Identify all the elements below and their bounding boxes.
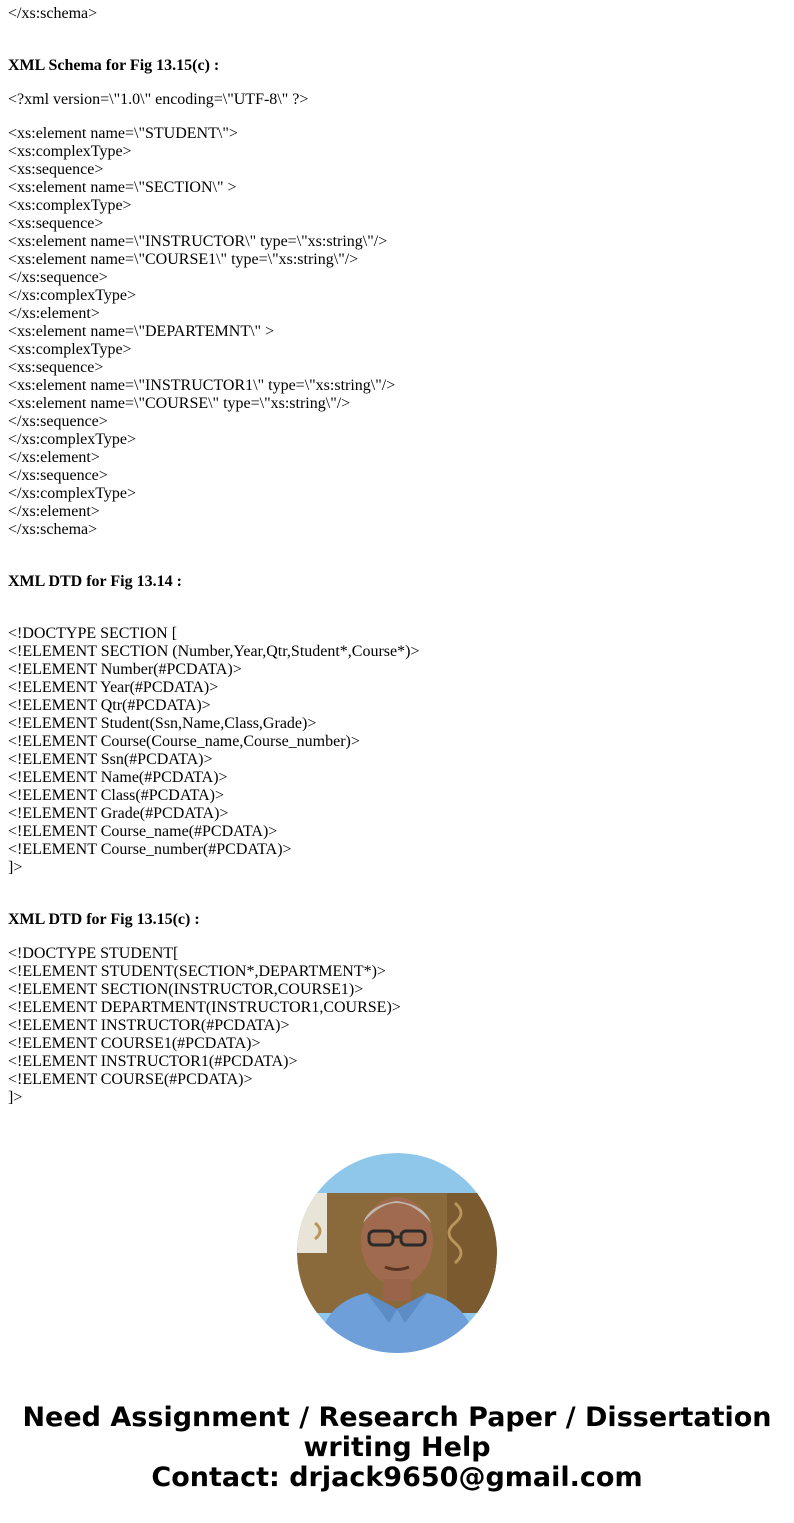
schema-code-line: </xs:sequence> (8, 467, 108, 484)
schema-code-line: <xs:sequence> (8, 359, 104, 376)
dtd-14-code-line: <!ELEMENT Qtr(#PCDATA)> (8, 697, 211, 714)
dtd-14-code-line: <!ELEMENT Ssn(#PCDATA)> (8, 751, 213, 768)
schema-code-line: </xs:sequence> (8, 269, 108, 286)
dtd-14-heading: XML DTD for Fig 13.14 : (8, 573, 182, 590)
document-body (8, 5, 788, 1107)
dtd-14-code-line: <!ELEMENT Class(#PCDATA)> (8, 787, 225, 804)
footer-line-1: Need Assignment / Research Paper / Dissertation (22, 1402, 772, 1433)
schema-code-line: </xs:schema> (8, 521, 98, 538)
author-photo-icon (297, 1153, 497, 1353)
dtd-14-code-line: <!ELEMENT Course_number(#PCDATA)> (8, 841, 292, 858)
dtd-15c-code-line: <!ELEMENT STUDENT(SECTION*,DEPARTMENT*)> (8, 963, 386, 980)
dtd-14-code-line: <!ELEMENT Grade(#PCDATA)> (8, 805, 229, 822)
dtd-15c-code-line: <!ELEMENT INSTRUCTOR(#PCDATA)> (8, 1017, 290, 1034)
footer-contact-email[interactable]: Contact: drjack9650@gmail.com (151, 1462, 643, 1493)
dtd-14-code-line: <!ELEMENT Course_name(#PCDATA)> (8, 823, 278, 840)
schema-code-line: <xs:complexType> (8, 341, 132, 358)
schema-code-line: <xs:element name=\"COURSE1\" type=\"xs:string\"/> (8, 251, 359, 268)
schema-code-line: <xs:element name=\"INSTRUCTOR\" type=\"xs:string\"/> (8, 233, 388, 250)
schema-code-line: <xs:element name=\"COURSE\" type=\"xs:string\"/> (8, 395, 351, 412)
dtd-15c-code-line: <!DOCTYPE STUDENT[ (8, 945, 179, 962)
dtd-15c-heading: XML DTD for Fig 13.15(c) : (8, 911, 200, 928)
schema-code-line: <xs:element name=\"INSTRUCTOR1\" type=\"xs:string\"/> (8, 377, 396, 394)
schema-code-line: <xs:sequence> (8, 215, 104, 232)
schema-code-line: <xs:complexType> (8, 143, 132, 160)
schema-code-line: </xs:complexType> (8, 431, 137, 448)
dtd-15c-code-line: <!ELEMENT COURSE1(#PCDATA)> (8, 1035, 261, 1052)
schema-code-line: <xs:sequence> (8, 161, 104, 178)
schema-code-line: <xs:element name=\"STUDENT\"> (8, 125, 238, 142)
schema-code-line: </xs:element> (8, 305, 100, 322)
schema-code-line: <xs:element name=\"DEPARTEMNT\" > (8, 323, 275, 340)
footer-contact (0, 1403, 794, 1493)
dtd-14-code-block (8, 625, 788, 877)
dtd-15c-code-line: <!ELEMENT DEPARTMENT(INSTRUCTOR1,COURSE)> (8, 999, 401, 1016)
footer-line-2: writing Help (303, 1432, 491, 1463)
dtd-14-code-line: <!ELEMENT SECTION (Number,Year,Qtr,Student*,Course*)> (8, 643, 420, 660)
xml-declaration: <?xml version=\"1.0\" encoding=\"UTF-8\" ?> (8, 91, 309, 108)
schema-code-line: </xs:complexType> (8, 485, 137, 502)
dtd-14-code-line: <!ELEMENT Number(#PCDATA)> (8, 661, 242, 678)
schema-code-line: </xs:element> (8, 503, 100, 520)
dtd-14-code-line: <!ELEMENT Name(#PCDATA)> (8, 769, 228, 786)
schema-code-line: <xs:element name=\"SECTION\" > (8, 179, 237, 196)
dtd-14-code-line: <!ELEMENT Year(#PCDATA)> (8, 679, 219, 696)
author-photo-graphic (297, 1153, 497, 1353)
schema-heading: XML Schema for Fig 13.15(c) : (8, 57, 220, 74)
dtd-14-code-line: <!ELEMENT Course(Course_name,Course_number)> (8, 733, 360, 750)
schema-code-line: <xs:complexType> (8, 197, 132, 214)
dtd-14-code-line: ]> (8, 859, 23, 876)
dtd-15c-code-line: <!ELEMENT INSTRUCTOR1(#PCDATA)> (8, 1053, 298, 1070)
closing-schema-tag: </xs:schema> (8, 5, 98, 22)
schema-code-line: </xs:sequence> (8, 413, 108, 430)
dtd-15c-code-line: <!ELEMENT COURSE(#PCDATA)> (8, 1071, 253, 1088)
dtd-15c-code-block (8, 945, 788, 1107)
dtd-15c-code-line: ]> (8, 1089, 23, 1106)
dtd-14-code-line: <!ELEMENT Student(Ssn,Name,Class,Grade)> (8, 715, 317, 732)
dtd-15c-code-line: <!ELEMENT SECTION(INSTRUCTOR,COURSE1)> (8, 981, 364, 998)
schema-code-block (8, 125, 788, 539)
schema-code-line: </xs:element> (8, 449, 100, 466)
dtd-14-code-line: <!DOCTYPE SECTION [ (8, 625, 178, 642)
schema-code-line: </xs:complexType> (8, 287, 137, 304)
